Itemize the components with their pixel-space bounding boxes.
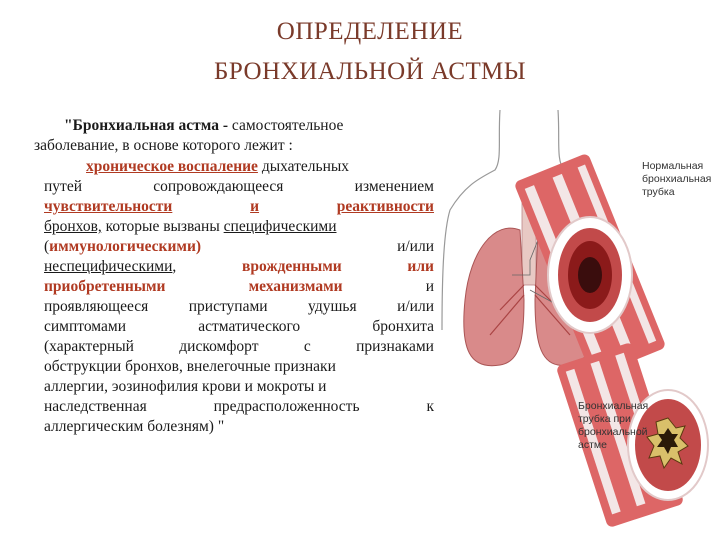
label-line: бронхиальная bbox=[642, 173, 712, 185]
text-word: дискомфорт bbox=[179, 338, 259, 355]
definition-line-13: обструкции бронхов, внелегочные признаки bbox=[44, 358, 336, 375]
text-word: сопровождающееся bbox=[153, 178, 284, 195]
text-word: астматического bbox=[198, 318, 301, 335]
text-underlined: бронхов, bbox=[44, 218, 102, 235]
text-span: , bbox=[172, 258, 177, 275]
text-span: самостоятельное bbox=[231, 117, 344, 134]
highlight-and: и bbox=[250, 198, 260, 215]
text-word: симптомами bbox=[44, 318, 126, 335]
text-word: и bbox=[425, 278, 434, 295]
text-word: и/или bbox=[397, 298, 434, 315]
text-word: удушья bbox=[308, 298, 357, 315]
definition-line-10 bbox=[44, 297, 434, 317]
definition-line-1 bbox=[64, 116, 343, 136]
text-word: наследственная bbox=[44, 398, 147, 415]
label-line: трубка при bbox=[578, 413, 631, 425]
text-word: проявляющееся bbox=[44, 298, 149, 315]
text-word: приступами bbox=[188, 298, 268, 315]
page-title-line-2: БРОНХИАЛЬНОЙ АСТМЫ bbox=[213, 58, 526, 85]
left-lung bbox=[464, 228, 524, 366]
highlight-immunological: иммунологическими) bbox=[49, 238, 202, 255]
definition-line-2: заболевание, в основе которого лежит : bbox=[34, 137, 293, 154]
text-word: к bbox=[426, 398, 434, 415]
highlight-sensitivity: чувствительности bbox=[44, 198, 173, 215]
text-word: (характерный bbox=[44, 338, 134, 355]
label-line: Нормальная bbox=[642, 160, 704, 172]
text-span: ( bbox=[44, 238, 50, 255]
label-line: бронхиальной bbox=[578, 426, 648, 438]
highlight-chronic-inflammation: хроническое воспаление bbox=[86, 158, 258, 175]
definition-line-4 bbox=[44, 177, 434, 197]
text-word: бронхита bbox=[372, 318, 434, 335]
definition-line-8 bbox=[44, 257, 434, 277]
text-word: путей bbox=[44, 178, 82, 195]
definition-line-12 bbox=[44, 337, 434, 357]
highlight-mechanisms: механизмами bbox=[248, 278, 343, 295]
definition-line-16: аллергическим болезням) " bbox=[44, 418, 225, 435]
definition-line-11 bbox=[44, 317, 434, 337]
definition-line-6 bbox=[44, 217, 434, 237]
text-word: предрасположенность bbox=[213, 398, 360, 415]
text-word: и/или bbox=[397, 238, 434, 255]
label-normal-tube bbox=[642, 160, 711, 199]
label-asthma-tube bbox=[578, 400, 648, 452]
term-bold: "Бронхиальная астма - bbox=[64, 117, 232, 134]
highlight-or: или bbox=[407, 258, 434, 275]
label-line: трубка bbox=[642, 186, 675, 198]
highlight-acquired: приобретенными bbox=[44, 278, 166, 295]
highlight-congenital: врожденными bbox=[241, 258, 342, 275]
text-word: с bbox=[303, 338, 311, 355]
text-underlined: неспецифическими bbox=[44, 258, 173, 275]
label-line: астме bbox=[578, 439, 607, 451]
definition-line-9 bbox=[44, 277, 434, 297]
definition-line-15 bbox=[44, 397, 434, 417]
text-span: которые вызваны bbox=[101, 218, 224, 235]
text-underlined: специфическими bbox=[223, 218, 337, 235]
text-span: дыхательных bbox=[257, 158, 350, 175]
definition-line-7 bbox=[44, 237, 434, 257]
text-word: признаками bbox=[356, 338, 434, 355]
bronchi-illustration bbox=[440, 100, 720, 540]
definition-line-3 bbox=[86, 157, 349, 177]
page-title-line-1: ОПРЕДЕЛЕНИЕ bbox=[276, 18, 464, 45]
definition-line-5 bbox=[44, 197, 434, 217]
text-word: изменением bbox=[354, 178, 434, 195]
definition-line-14: аллергии, эозинофилия крови и мокроты и bbox=[44, 378, 327, 395]
label-line: Бронхиальная bbox=[578, 400, 649, 412]
highlight-reactivity: реактивности bbox=[336, 198, 434, 215]
